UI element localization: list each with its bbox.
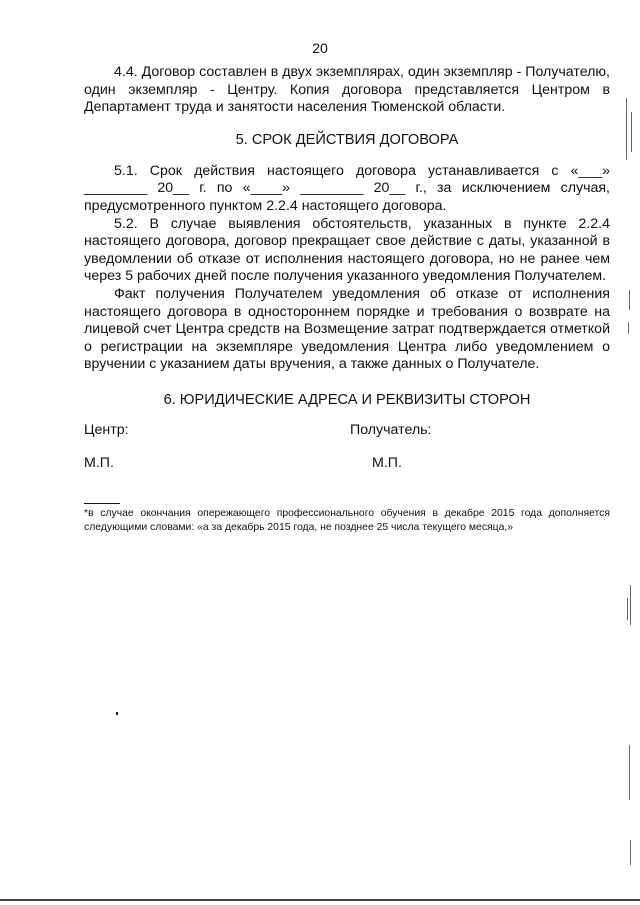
section-5-heading: 5. СРОК ДЕЙСТВИЯ ДОГОВОРА <box>235 131 459 148</box>
recipient-label: Получатель: <box>350 421 432 438</box>
scan-mark <box>631 112 632 152</box>
signature-block <box>84 421 610 487</box>
paragraph-4-4: 4.4. Договор составлен в двух экземплярах, один экземпляр - Получателю, один экземпляр - Центру. Копия договора представляется Центром в Департамент труда и занятости населения Тюменской области. <box>84 64 610 116</box>
section-6-heading: 6. ЮРИДИЧЕСКИЕ АДРЕСА И РЕКВИЗИТЫ СТОРОН <box>163 391 531 408</box>
paragraph-notice-receipt: Факт получения Получателем уведомления об отказе от исполнения настоящего договора в одностороннем порядке и требования о возврате на лицевой счет Центра средств на Возмещение затрат подтверждается отметкой о регистрации на экземпляре уведомления Центра либо уведомлением о вручении с указанием даты вручения, а также данных о Получателе. <box>84 285 610 373</box>
scan-mark <box>628 322 629 334</box>
recipient-seal-place: М.П. <box>372 454 402 471</box>
paragraph-5-1: 5.1. Срок действия настоящего договора устанавливается с «___» ________ 20__ г. по «____» ________ 20__ г., за исключением случая, предусмотренного пунктом 2.2.4 настоящего договора. <box>84 162 610 214</box>
scan-mark <box>629 745 630 800</box>
scan-mark <box>627 598 628 620</box>
scan-mark <box>630 840 631 865</box>
center-seal-place: М.П. <box>84 454 114 471</box>
document-body <box>84 64 610 534</box>
paragraph-5-2: 5.2. В случае выявления обстоятельств, указанных в пункте 2.2.4 настоящего договора, договор прекращает свое действие с даты, указанной в уведомлении об отказе от исполнения настоящего договора, но не ранее чем через 5 рабочих дней после получения указанного уведомления Получателем. <box>84 215 610 285</box>
page-number: 20 <box>312 40 328 56</box>
scan-mark <box>630 585 631 625</box>
scan-mark <box>629 290 630 310</box>
footnote-separator <box>84 503 120 504</box>
scan-mark <box>626 98 627 160</box>
page-bottom-edge <box>0 899 640 901</box>
center-label: Центр: <box>84 421 129 438</box>
footnote: *в случае окончания опережающего профессионального обучения в декабре 2015 года дополняется следующими словами: «а за декабрь 2015 года, не позднее 25 числа текущего месяца,» <box>84 507 610 533</box>
scan-speck <box>116 712 118 715</box>
